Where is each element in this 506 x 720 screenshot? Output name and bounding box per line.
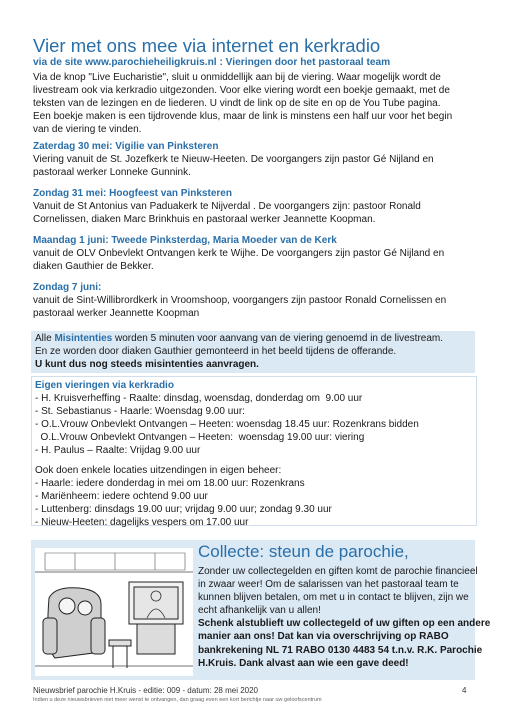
service-line: diaken Gauthier de Bekker. <box>33 261 154 273</box>
eigen-line: - H. Kruisverheffing - Raalte: dinsdag, woensdag, donderdag om 9.00 uur <box>35 393 363 405</box>
collecte-line: in zwaar weer! Om de salarissen van het pastoraal team te <box>198 579 459 591</box>
eigen-line: O.L.Vrouw Onbevlekt Ontvangen – Heeten: woensdag 19.00 uur: viering <box>35 432 365 444</box>
article-subtitle: via de site www.parochieheiligkruis.nl : Vieringen door het pastoraal team <box>33 57 391 68</box>
service-monday <box>33 234 473 273</box>
eigen-extra-line: - Mariënheem: iedere ochtend 9.00 uur <box>35 490 208 502</box>
eigen-line: - O.L.Vrouw Onbevlekt Ontvangen – Heeten: woensdag 18.45 uur: Rozenkrans bidden <box>35 419 419 431</box>
collecte-title: Collecte: steun de parochie, <box>198 542 409 561</box>
misintenties-callout: U kunt dus nog steeds misintenties aanvragen. <box>35 359 259 371</box>
collecte-bold-line: manier aan ons! Dat kan via overschrijving op RABO <box>198 631 449 643</box>
collecte-bold-line: bankrekening NL 71 RABO 0130 4483 54 t.n.v. R.K. Parochie <box>198 644 483 656</box>
collecte-bold-line: H.Kruis. Dank alvast aan wie een gave deed! <box>198 657 409 669</box>
intro-line: livestream ook via kerkradio uitgezonden. Voor elke viering wordt een boekje gemaakt, met de <box>33 85 450 97</box>
misintenties-highlight: Misintenties <box>54 333 113 344</box>
collecte-bold-line: Schenk alstublieft uw collectegeld of uw giften op een andere <box>198 618 491 630</box>
service-sunday-pentecost <box>33 187 473 226</box>
service-saturday <box>33 140 473 179</box>
eigen-extra-line: - Nieuw-Heeten: dagelijks vespers om 17.00 uur <box>35 516 249 528</box>
misintenties-line: En ze worden door diaken Gauthier gemonteerd in het beeld tijdens de offerande. <box>35 346 397 358</box>
collecte-line: kunnen blijven betalen, om met u in contact te blijven, zijn we <box>198 592 469 604</box>
collecte-line: echt afhankelijk van u allen! <box>198 605 321 617</box>
collecte-text <box>198 565 491 670</box>
tv-viewers-illustration <box>35 548 193 676</box>
misintenties-text <box>35 332 475 371</box>
footer-note: Indien u deze nieuwsbrieven niet meer wenst te ontvangen, dan graag even een kort berichtje naar uw geloofscentrum <box>33 697 322 703</box>
service-line: vanuit de OLV Onbevlekt Ontvangen kerk te Wijhe. De voorgangers zijn pastor Gé Nijland en <box>33 248 445 260</box>
eigen-extra-intro: Ook doen enkele locaties uitzendingen in eigen beheer: <box>35 464 282 476</box>
service-line: vanuit de Sint-Willibrordkerk in Vroomshoop, voorgangers zijn pastoor Ronald Cornelissen en <box>33 295 447 307</box>
service-line: pastoraal werker Jeannette Koopman <box>33 308 200 320</box>
misintenties-prefix: Alle <box>35 333 55 344</box>
service-heading: Zaterdag 30 mei: Vigilie van Pinksteren <box>33 141 219 152</box>
service-line: Cornelissen, diaken Marc Brinkhuis en pastoraal werker Jeannette Koopman. <box>33 214 376 226</box>
page-number: 4 <box>462 686 467 695</box>
footer-text: Nieuwsbrief parochie H.Kruis - editie: 009 - datum: 28 mei 2020 <box>33 686 258 695</box>
service-line: Vanuit de St Antonius van Paduakerk te Nijverdal . De voorgangers zijn: pastoor Ronald <box>33 201 421 213</box>
intro-line: van de viering te vinden. <box>33 124 142 136</box>
intro-paragraph <box>33 71 473 136</box>
service-sunday-june7 <box>33 281 473 320</box>
intro-line: teksten van de lezingen en de liederen. U vindt de link op de site en op de You Tube pagina. <box>33 98 441 110</box>
article-title: Vier met ons mee via internet en kerkradio <box>33 35 381 56</box>
eigen-line: - St. Sebastianus - Haarle: Woensdag 9.00 uur: <box>35 406 245 418</box>
eigen-extra-line: - Luttenberg: dinsdags 19.00 uur; vrijdag 9.00 uur; zondag 9.30 uur <box>35 503 332 515</box>
intro-line: Een boekje maken is een tijdrovende klus, maar de link is minstens een half uur voor het begin <box>33 111 453 123</box>
eigen-vieringen-heading: Eigen vieringen via kerkradio <box>35 380 174 391</box>
misintenties-suffix: worden 5 minuten voor aanvang van de viering genoemd in de livestream. <box>112 333 444 344</box>
service-heading: Zondag 7 juni: <box>33 282 102 293</box>
eigen-vieringen-list <box>35 379 475 529</box>
collecte-line: Zonder uw collectegelden en giften komt de parochie financieel <box>198 566 478 577</box>
service-heading: Maandag 1 juni: Tweede Pinksterdag, Maria Moeder van de Kerk <box>33 235 337 246</box>
eigen-extra-line: - Haarle: iedere donderdag in mei om 18.00 uur: Rozenkrans <box>35 477 305 489</box>
intro-line: Via de knop "Live Eucharistie", sluit u onmiddellijk aan bij de viering. Waar mogelijk wordt de <box>33 72 441 83</box>
service-line: Viering vanuit de St. Jozefkerk te Nieuw-Heeten. De voorgangers zijn pastor Gé Nijland en <box>33 154 434 166</box>
service-line: pastoraal werker Lonneke Gunnink. <box>33 167 191 179</box>
service-heading: Zondag 31 mei: Hoogfeest van Pinksteren <box>33 188 232 199</box>
eigen-line: - H. Paulus – Raalte: Vrijdag 9.00 uur <box>35 445 201 457</box>
